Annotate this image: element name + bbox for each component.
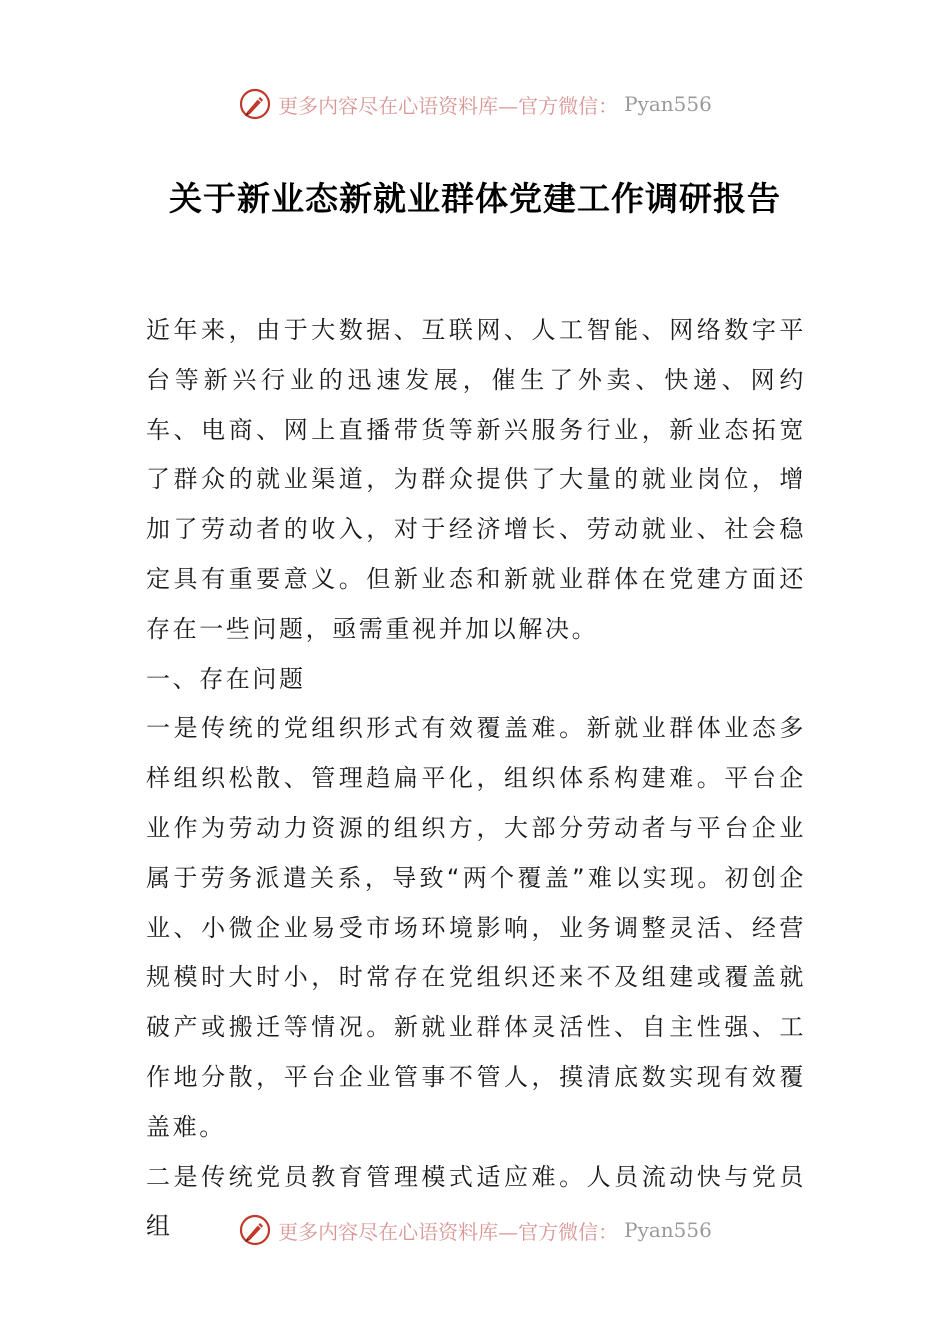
paragraph-intro: 近年来，由于大数据、互联网、人工智能、网络数字平台等新兴行业的迅速发展，催生了外卖、快递、网约车、电商、网上直播带货等新兴服务行业，新业态拓宽了群众的就业渠道，为群众提供了大量的就业岗位，增加了劳动者的收入，对于经济增长、劳动就业、社会稳定具有重要意义。但新业态和新就业群体在党建方面还存在一些问题，亟需重视并加以解决。 <box>146 316 806 643</box>
footer-banner <box>0 1213 950 1247</box>
pen-logo-icon <box>238 87 272 121</box>
document-title: 关于新业态新就业群体党建工作调研报告 <box>169 179 781 218</box>
section-heading: 一、存在问题 <box>146 664 306 693</box>
banner-handle: Pyan556 <box>624 1218 712 1242</box>
header-banner <box>0 87 950 121</box>
pen-logo-icon <box>238 1213 272 1247</box>
banner-text: 更多内容尽在心语资料库—官方微信： <box>278 1219 619 1244</box>
banner-text: 更多内容尽在心语资料库—官方微信： <box>278 93 619 118</box>
paragraph-issue-one: 一是传统的党组织形式有效覆盖难。新就业群体业态多样组织松散、管理趋扁平化，组织体系构建难。平台企业作为劳动力资源的组织方，大部分劳动者与平台企业属于劳务派遣关系，导致“两个覆盖”难以实现。初创企业、小微企业易受市场环境影响，业务调整灵活、经营规模时大时小，时常存在党组织还来不及组建或覆盖就破产或搬迁等情况。新就业群体灵活性、自主性强、工作地分散，平台企业管事不管人，摸清底数实现有效覆盖难。 <box>146 714 806 1141</box>
document-body <box>146 306 806 1252</box>
paragraph-issue-two: 二是传统党员教育管理模式适应难。人员流动快与党员组 <box>146 1162 806 1241</box>
banner-handle: Pyan556 <box>624 92 712 116</box>
